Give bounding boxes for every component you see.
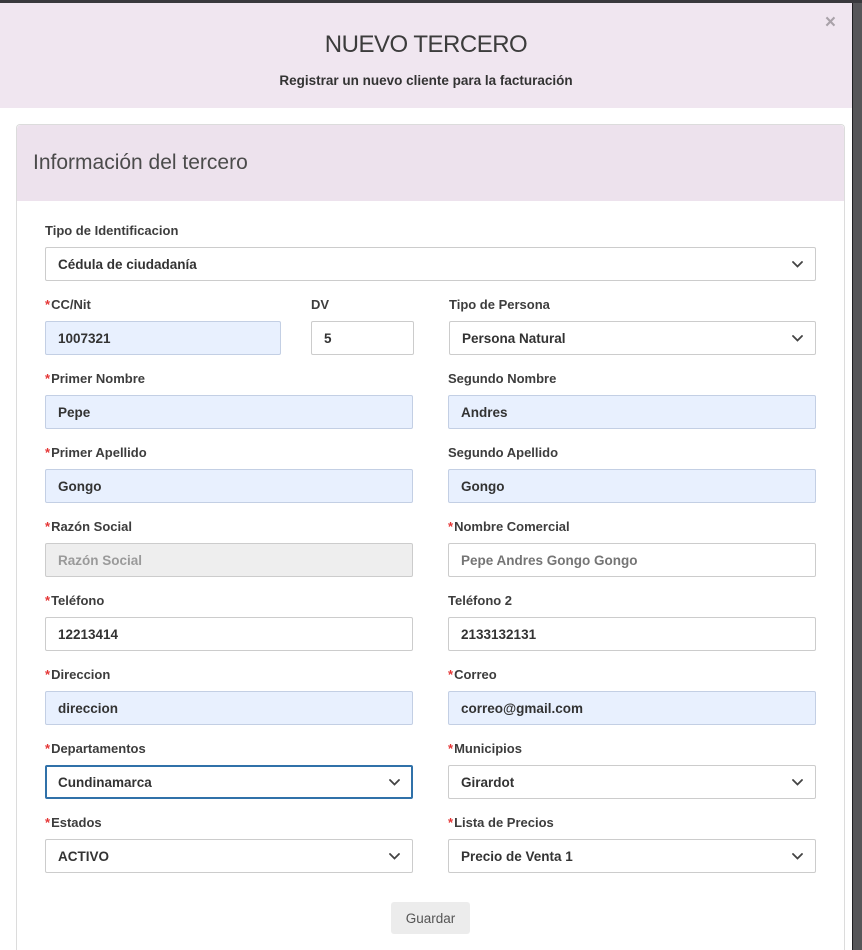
tipo-identificacion-label: Tipo de Identificacion [45, 223, 179, 238]
tercero-form [17, 201, 844, 934]
modal-body [0, 108, 852, 950]
chevron-down-icon [792, 261, 803, 268]
municipios-label: *Municipios [448, 741, 522, 756]
primer-apellido-input[interactable] [45, 469, 413, 503]
tipo-persona-label: Tipo de Persona [449, 297, 550, 312]
primer-nombre-label: *Primer Nombre [45, 371, 145, 386]
dv-label: DV [311, 297, 330, 312]
chevron-down-icon [389, 853, 400, 860]
cc-nit-label: *CC/Nit [45, 297, 91, 312]
tipo-identificacion-select[interactable] [45, 247, 816, 281]
save-button[interactable]: Guardar [391, 902, 471, 934]
chevron-down-icon [389, 779, 400, 786]
tipo-persona-select[interactable] [449, 321, 816, 355]
cc-nit-input[interactable] [45, 321, 281, 355]
nuevo-tercero-modal [0, 3, 852, 950]
departamentos-label: *Departamentos [45, 741, 146, 756]
primer-nombre-input[interactable] [45, 395, 413, 429]
estados-value: ACTIVO [58, 848, 110, 864]
departamentos-value: Cundinamarca [58, 774, 152, 790]
lista-precios-label: *Lista de Precios [448, 815, 554, 830]
nombre-comercial-label: *Nombre Comercial [448, 519, 570, 534]
segundo-apellido-input[interactable] [448, 469, 816, 503]
tipo-persona-value: Persona Natural [462, 330, 566, 346]
tercero-info-panel [16, 124, 845, 950]
background-page-strip [852, 0, 862, 950]
chevron-down-icon [792, 779, 803, 786]
telefono2-label: Teléfono 2 [448, 593, 513, 608]
razon-social-input [45, 543, 413, 577]
modal-header [0, 3, 852, 108]
modal-subtitle: Registrar un nuevo cliente para la facturación [279, 73, 573, 88]
primer-apellido-label: *Primer Apellido [45, 445, 147, 460]
lista-precios-select[interactable] [448, 839, 816, 873]
segundo-nombre-input[interactable] [448, 395, 816, 429]
departamentos-select[interactable] [45, 765, 413, 799]
estados-select[interactable] [45, 839, 413, 873]
lista-precios-value: Precio de Venta 1 [461, 848, 573, 864]
municipios-value: Girardot [461, 774, 515, 790]
page-top-bar [0, 0, 862, 3]
panel-header [17, 125, 844, 201]
direccion-label: *Direccion [45, 667, 111, 682]
correo-label: *Correo [448, 667, 497, 682]
razon-social-label: *Razón Social [45, 519, 132, 534]
telefono2-input[interactable] [448, 617, 816, 651]
telefono-label: *Teléfono [45, 593, 105, 608]
estados-label: *Estados [45, 815, 102, 830]
segundo-nombre-label: Segundo Nombre [448, 371, 557, 386]
nombre-comercial-input[interactable] [448, 543, 816, 577]
chevron-down-icon [792, 335, 803, 342]
direccion-input[interactable] [45, 691, 413, 725]
chevron-down-icon [792, 853, 803, 860]
telefono-input[interactable] [45, 617, 413, 651]
municipios-select[interactable] [448, 765, 816, 799]
dv-input[interactable] [311, 321, 414, 355]
modal-title: NUEVO TERCERO [324, 31, 528, 58]
segundo-apellido-label: Segundo Apellido [448, 445, 559, 460]
correo-input[interactable] [448, 691, 816, 725]
close-icon[interactable]: × [824, 12, 836, 33]
panel-title: Información del tercero [33, 151, 248, 174]
tipo-identificacion-value: Cédula de ciudadanía [58, 256, 197, 272]
